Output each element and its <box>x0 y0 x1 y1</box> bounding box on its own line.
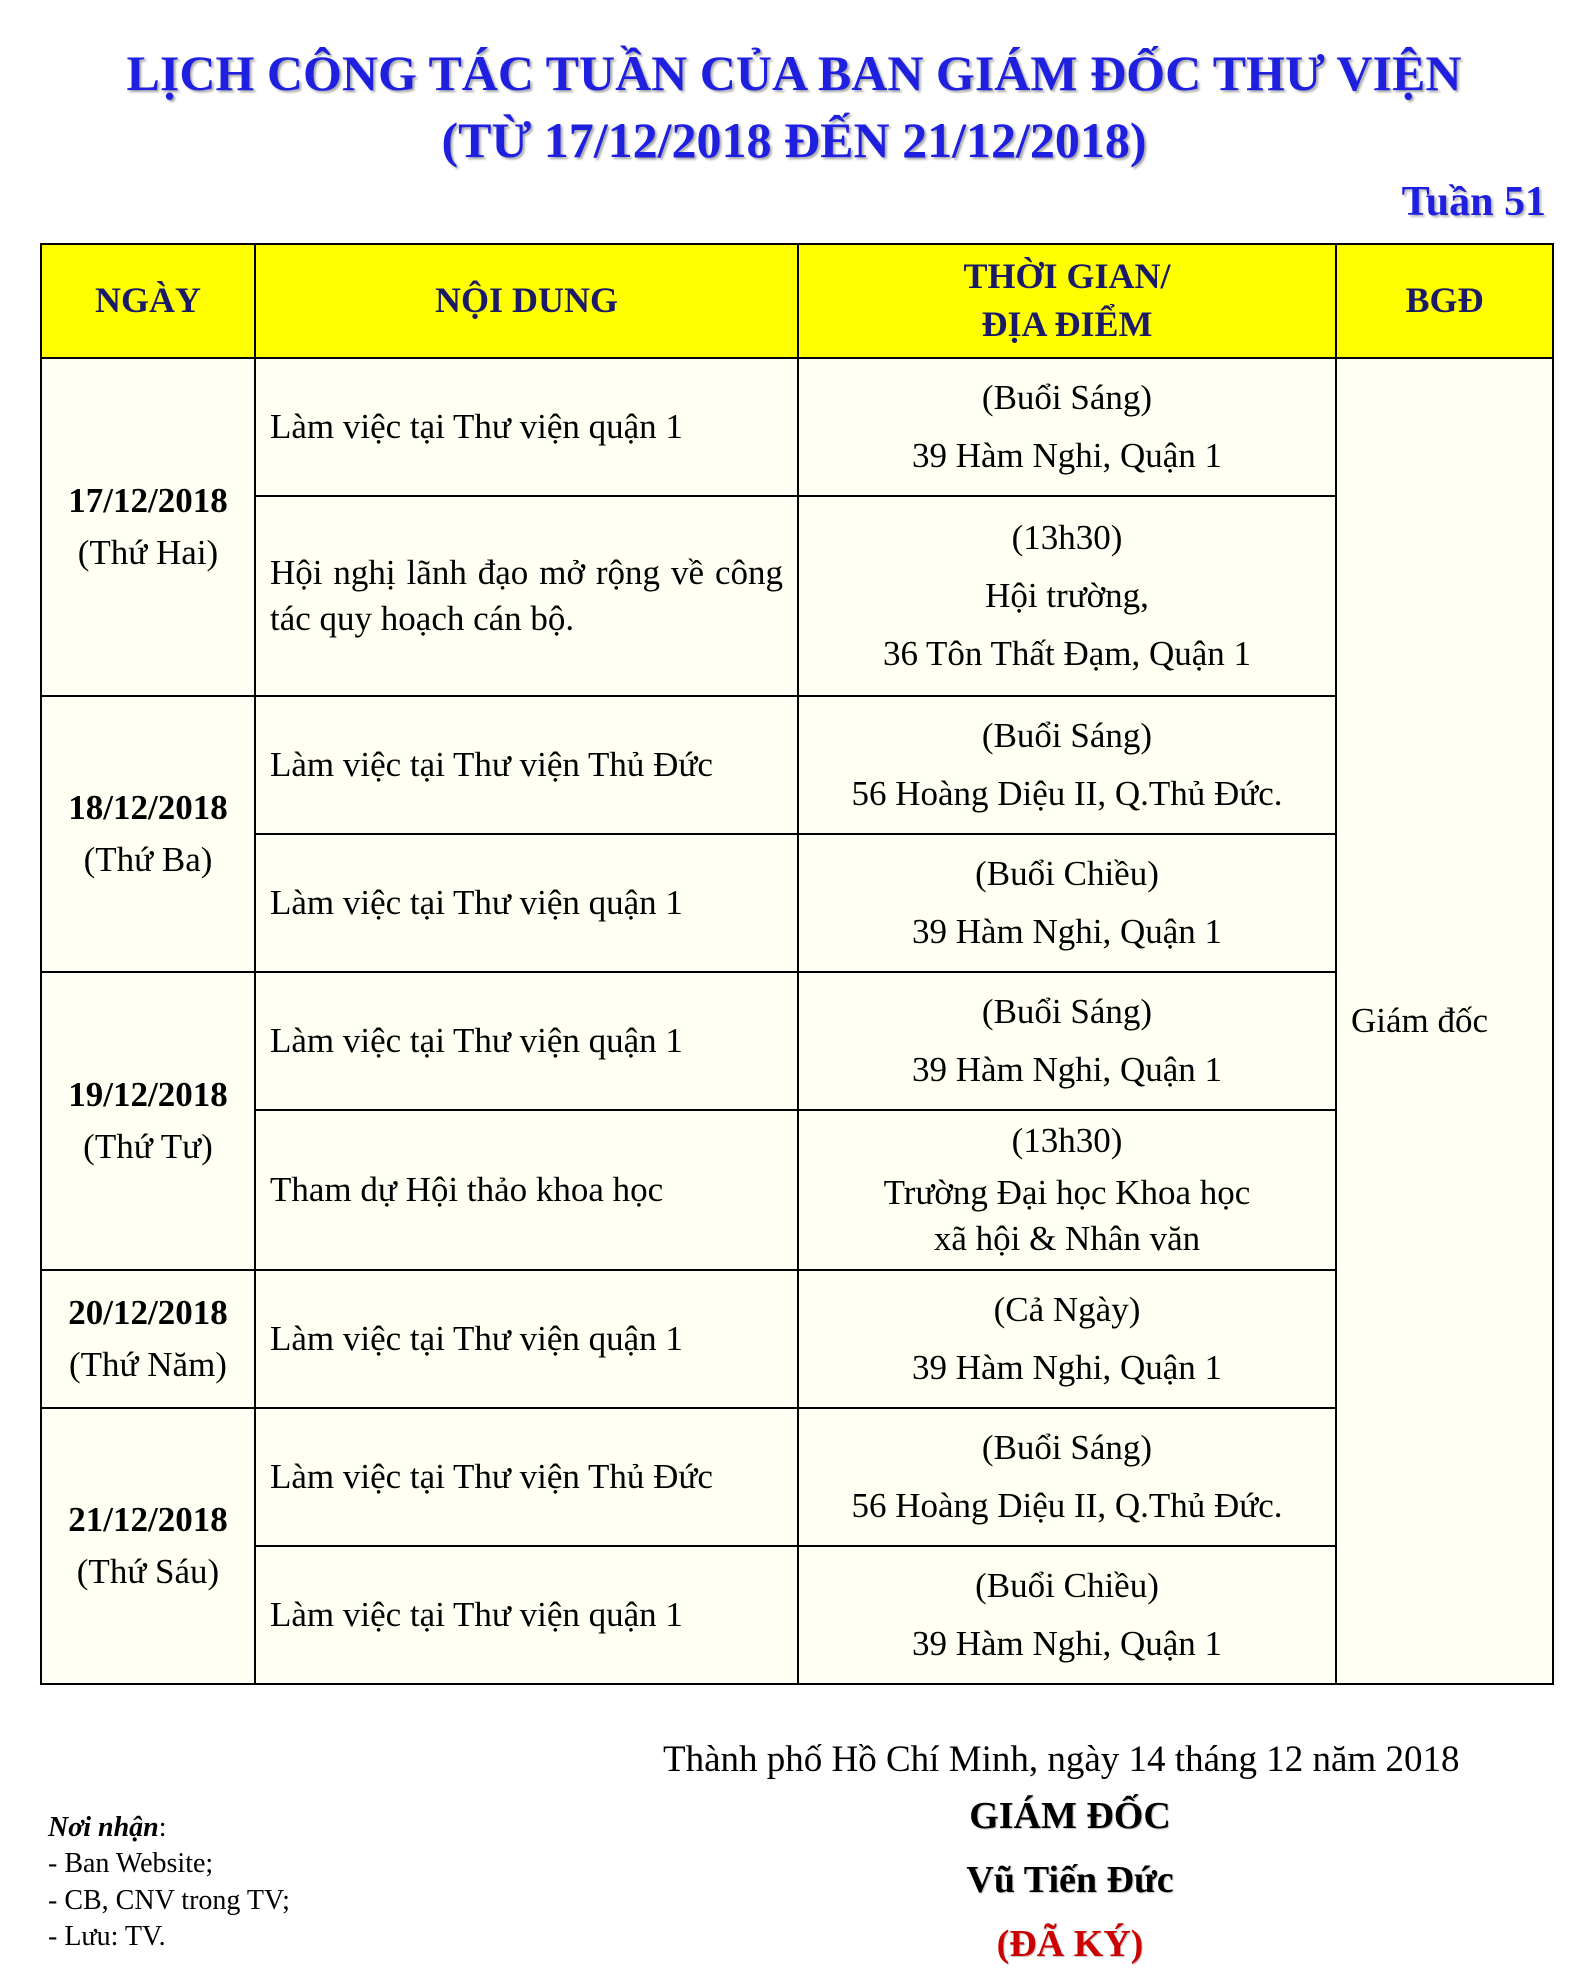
table-row <box>41 1270 1553 1408</box>
signer-title: GIÁM ĐỐC <box>969 1795 1171 1837</box>
date: 21/12/2018 <box>68 1499 228 1539</box>
date: 17/12/2018 <box>68 480 228 520</box>
time-place-cell <box>798 1546 1336 1684</box>
column-header-bgd: BGĐ <box>1336 244 1553 358</box>
column-header-time: THỜI GIAN/ <box>963 256 1171 297</box>
date-cell <box>41 1408 255 1684</box>
table-header-row <box>41 244 1553 358</box>
date-cell <box>41 972 255 1270</box>
recipient-item: - Ban Website; <box>48 1848 214 1880</box>
place: 36 Tôn Thất Đạm, Quận 1 <box>882 634 1252 674</box>
table-row <box>41 696 1553 834</box>
recipient-item: - Lưu: TV. <box>48 1921 166 1953</box>
time: (Buổi Sáng) <box>981 991 1153 1031</box>
time: (Buổi Sáng) <box>981 1427 1153 1467</box>
content-cell: Làm việc tại Thư viện quận 1 <box>255 358 798 496</box>
weekday: (Thứ Hai) <box>77 533 219 572</box>
table-row <box>41 1546 1553 1684</box>
table-row <box>41 1408 1553 1546</box>
column-header-day: NGÀY <box>41 244 255 358</box>
place: 39 Hàm Nghi, Quận 1 <box>911 1050 1223 1089</box>
date: 19/12/2018 <box>68 1074 228 1114</box>
column-header-time-place <box>798 244 1336 358</box>
place: xã hội & Nhân văn <box>933 1219 1201 1259</box>
place: 56 Hoàng Diệu II, Q.Thủ Đức. <box>851 774 1283 813</box>
time-place-cell <box>798 1270 1336 1408</box>
schedule-table <box>40 243 1554 1685</box>
time-place-cell <box>798 496 1336 696</box>
place: Trường Đại học Khoa học <box>883 1172 1251 1212</box>
table-row <box>41 358 1553 496</box>
bgd-cell: Giám đốc <box>1336 358 1553 1684</box>
column-header-place: ĐỊA ĐIỂM <box>981 304 1153 344</box>
recipient-item: - CB, CNV trong TV; <box>48 1884 290 1916</box>
time: (Buổi Sáng) <box>981 715 1153 755</box>
date-cell <box>41 696 255 972</box>
signed-note: (ĐÃ KÝ) <box>996 1923 1144 1965</box>
place-and-date: Thành phố Hồ Chí Minh, ngày 14 tháng 12 năm 2018 <box>663 1739 1460 1780</box>
weekday: (Thứ Ba) <box>83 840 213 879</box>
signer-name: Vũ Tiến Đức <box>966 1859 1174 1901</box>
content-cell: Làm việc tại Thư viện quận 1 <box>255 972 798 1110</box>
date-cell <box>41 1270 255 1408</box>
table-row <box>41 834 1553 972</box>
table-row <box>41 496 1553 696</box>
date-cell <box>41 358 255 696</box>
weekday: (Thứ Sáu) <box>76 1552 220 1591</box>
place: 39 Hàm Nghi, Quận 1 <box>911 1624 1223 1663</box>
content-cell: Làm việc tại Thư viện quận 1 <box>255 1270 798 1408</box>
document-title: LỊCH CÔNG TÁC TUẦN CỦA BAN GIÁM ĐỐC THƯ VIỆN <box>126 45 1462 101</box>
place: 39 Hàm Nghi, Quận 1 <box>911 912 1223 951</box>
content-cell: Làm việc tại Thư viện quận 1 <box>255 834 798 972</box>
time: (13h30) <box>1011 1120 1123 1160</box>
recipients-title: Nơi nhận <box>48 1812 159 1843</box>
place: 39 Hàm Nghi, Quận 1 <box>911 1348 1223 1387</box>
content-cell: Tham dự Hội thảo khoa học <box>255 1110 798 1270</box>
weekday: (Thứ Năm) <box>69 1345 227 1384</box>
column-header-content: NỘI DUNG <box>255 244 798 358</box>
date: 20/12/2018 <box>68 1292 228 1332</box>
time-place-cell <box>798 834 1336 972</box>
time-place-cell <box>798 1408 1336 1546</box>
document-date-range: (TỪ 17/12/2018 ĐẾN 21/12/2018) <box>441 112 1147 168</box>
place: 56 Hoàng Diệu II, Q.Thủ Đức. <box>851 1486 1283 1525</box>
time-place-cell <box>798 696 1336 834</box>
weekday: (Thứ Tư) <box>83 1127 213 1166</box>
place: Hội trường, <box>985 575 1149 615</box>
recipients-block: Nơi nhận: - Ban Website; - CB, CNV trong TV; - Lưu: TV. <box>48 1810 290 1956</box>
time: (13h30) <box>1011 517 1123 557</box>
content-cell: Làm việc tại Thư viện Thủ Đức <box>255 1408 798 1546</box>
time: (Buổi Sáng) <box>981 377 1153 417</box>
content-cell: Hội nghị lãnh đạo mở rộng về công tác quy hoạch cán bộ. <box>255 496 798 696</box>
place: 39 Hàm Nghi, Quận 1 <box>911 436 1223 475</box>
table-row <box>41 1110 1553 1270</box>
week-number: Tuần 51 <box>1401 179 1546 225</box>
time-place-cell <box>798 358 1336 496</box>
time: (Cả Ngày) <box>993 1289 1141 1329</box>
time: (Buổi Chiều) <box>975 1565 1159 1605</box>
content-cell: Làm việc tại Thư viện quận 1 <box>255 1546 798 1684</box>
time-place-cell <box>798 1110 1336 1270</box>
content-cell: Làm việc tại Thư viện Thủ Đức <box>255 696 798 834</box>
time: (Buổi Chiều) <box>975 853 1159 893</box>
time-place-cell <box>798 972 1336 1110</box>
date: 18/12/2018 <box>68 787 228 827</box>
table-row <box>41 972 1553 1110</box>
